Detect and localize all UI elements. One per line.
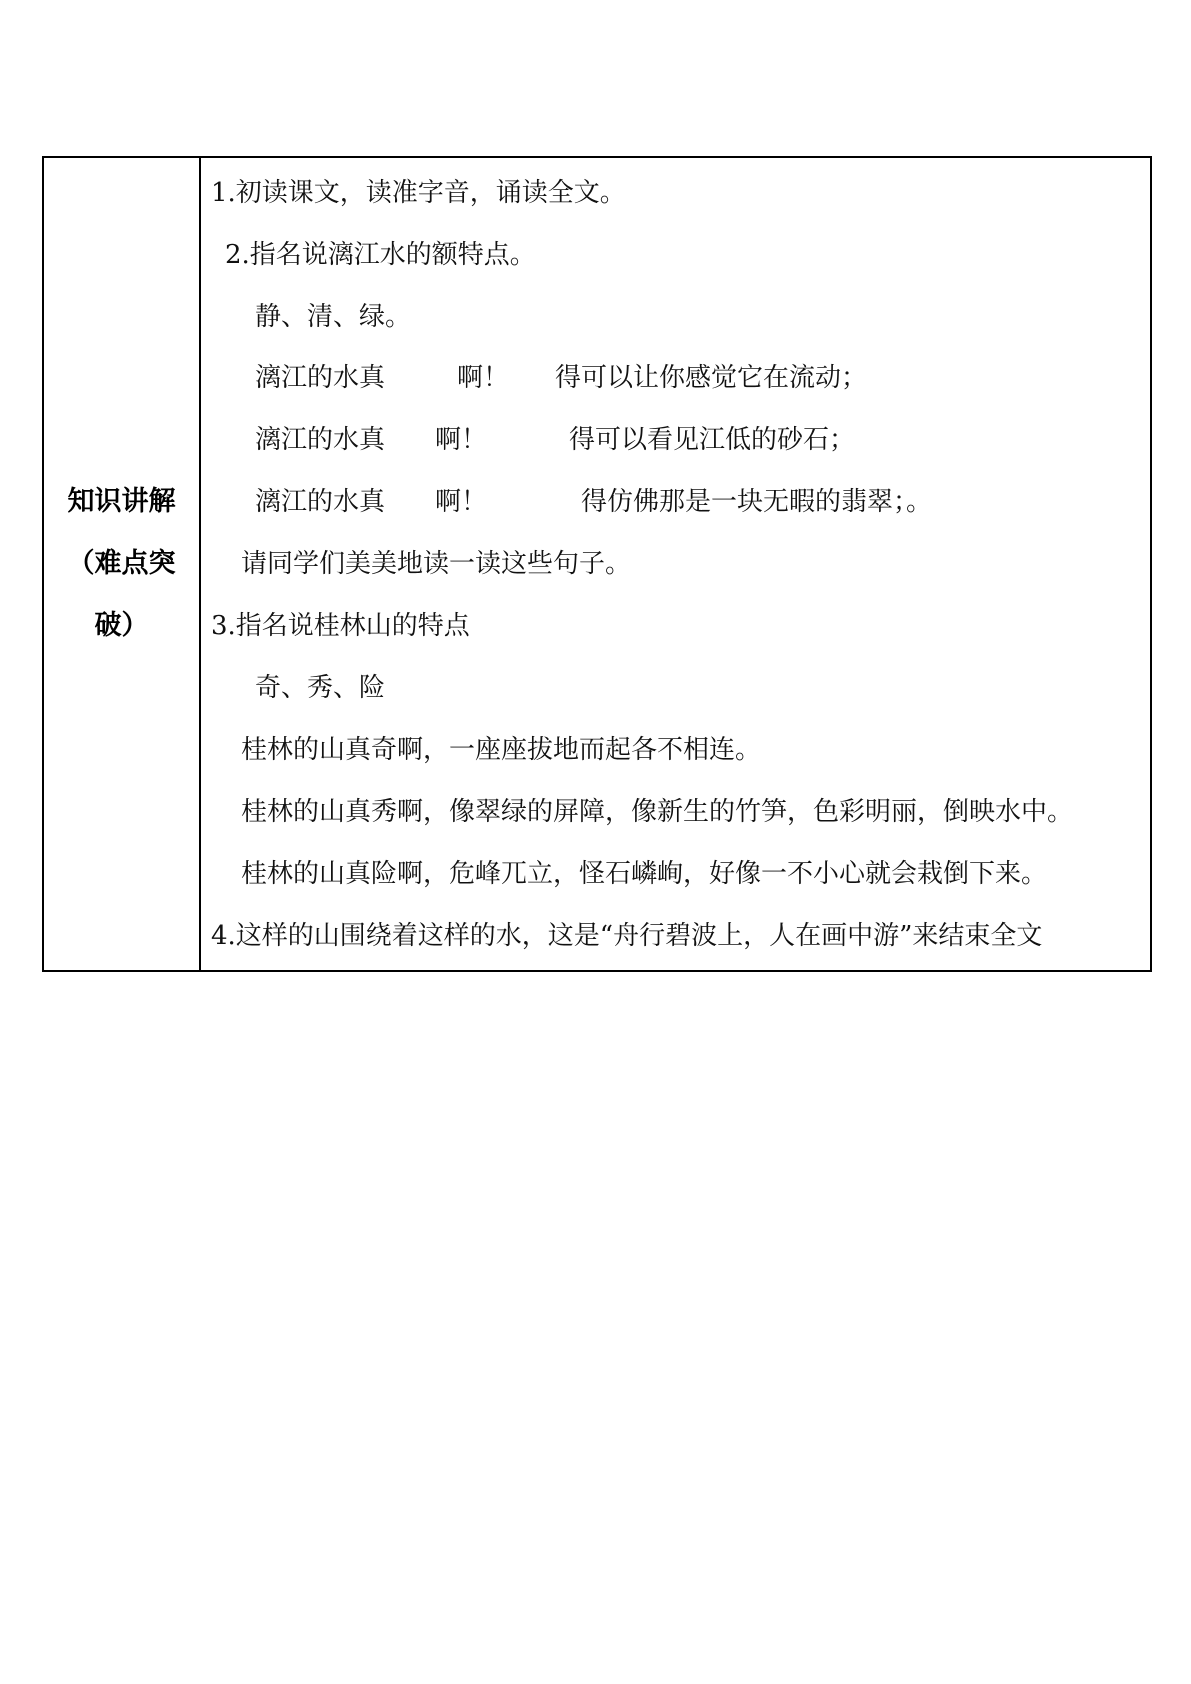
mountain-sentence-1: 桂林的山真奇啊，一座座拔地而起各不相连。 bbox=[241, 735, 762, 765]
section-label-cell bbox=[43, 157, 200, 971]
sentence-fill-2c: 得可以看见江低的砂石； bbox=[569, 425, 856, 455]
sentence-fill-2b: 啊！ bbox=[435, 425, 488, 455]
water-traits: 静、清、绿。 bbox=[255, 302, 412, 332]
sentence-fill-3a: 漓江的水真 bbox=[255, 487, 386, 517]
mountain-traits: 奇、秀、险 bbox=[255, 673, 386, 703]
lesson-table bbox=[42, 156, 1152, 972]
read-aloud-instruction: 请同学们美美地读一读这些句子。 bbox=[241, 549, 632, 579]
sentence-fill-1a: 漓江的水真 bbox=[255, 363, 386, 393]
section-label-line: （难点突 bbox=[67, 548, 176, 579]
mountain-sentence-2: 桂林的山真秀啊，像翠绿的屏障，像新生的竹笋，色彩明丽，倒映水中。 bbox=[241, 797, 1074, 827]
sentence-fill-1c: 得可以让你感觉它在流动； bbox=[555, 363, 868, 393]
sentence-fill-1b: 啊！ bbox=[457, 363, 510, 393]
section-label bbox=[62, 471, 182, 657]
sentence-fill-2a: 漓江的水真 bbox=[255, 425, 386, 455]
step-3: 3.指名说桂林山的特点 bbox=[211, 611, 470, 641]
section-label-line: 知识讲解 bbox=[67, 486, 176, 517]
step-1: 1.初读课文，读准字音，诵读全文。 bbox=[211, 178, 626, 208]
table-row bbox=[43, 157, 1151, 971]
sentence-fill-3b: 啊！ bbox=[435, 487, 488, 517]
step-4: 4.这样的山围绕着这样的水，这是“舟行碧波上，人在画中游”来结束全文 bbox=[211, 921, 1043, 951]
content-cell bbox=[200, 157, 1151, 971]
mountain-sentence-3: 桂林的山真险啊，危峰兀立，怪石嶙峋，好像一不小心就会栽倒下来。 bbox=[241, 859, 1048, 889]
section-label-line: 破） bbox=[94, 610, 149, 641]
step-2: 2.指名说漓江水的额特点。 bbox=[225, 240, 536, 270]
sentence-fill-3c: 得仿佛那是一块无暇的翡翠；。 bbox=[581, 487, 933, 517]
